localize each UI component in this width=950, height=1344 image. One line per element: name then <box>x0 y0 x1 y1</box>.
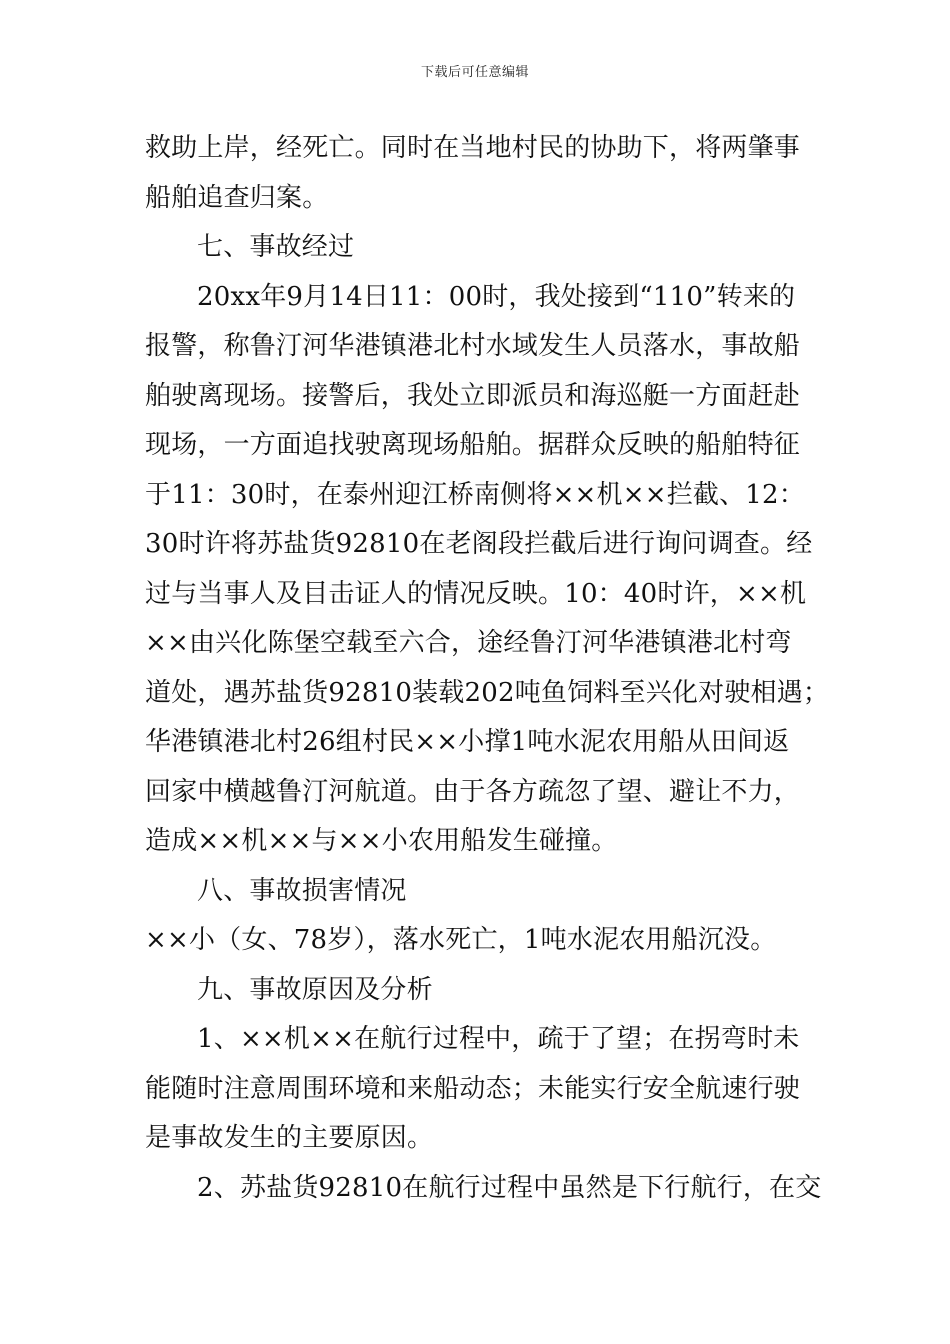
text-line: 30时许将苏盐货92810在老阁段拦截后进行询问调查。经 <box>145 529 813 559</box>
text-line: 1、××机××在航行过程中，疏于了望；在拐弯时未 <box>197 1024 800 1054</box>
text-line: 现场，一方面追找驶离现场船舶。据群众反映的船舶特征 <box>145 430 801 460</box>
text-line: 20xx年9月14日11：00时，我处接到“110”转来的 <box>197 281 796 312</box>
text-line: 华港镇港北村26组村民××小撑1吨水泥农用船从田间返 <box>145 727 790 757</box>
text-line: 是事故发生的主要原因。 <box>145 1123 434 1153</box>
section-heading: 八、事故损害情况 <box>197 875 407 906</box>
page-header: 下载后可任意编辑 <box>420 65 529 80</box>
text-line: ××由兴化陈堡空载至六合，途经鲁汀河华港镇港北村弯 <box>145 628 792 658</box>
text-line: ××小（女、78岁），落水死亡，1吨水泥农用船沉没。 <box>145 925 777 955</box>
text-line: 造成××机××与××小农用船发生碰撞。 <box>145 826 618 856</box>
text-line: 2、苏盐货92810在航行过程中虽然是下行航行，在交 <box>197 1172 822 1203</box>
document-body <box>145 124 830 1213</box>
text-line: 能随时注意周围环境和来船动态；未能实行安全航速行驶 <box>145 1073 801 1104</box>
text-line: 于11：30时，在泰州迎江桥南侧将××机××拦截、12： <box>145 479 805 510</box>
text-line: 过与当事人及目击证人的情况反映。10：40时许，××机 <box>145 578 807 609</box>
text-line: 回家中横越鲁汀河航道。由于各方疏忽了望、避让不力， <box>145 776 801 807</box>
text-line: 报警，称鲁汀河华港镇港北村水域发生人员落水，事故船 <box>145 331 801 361</box>
text-line: 道处，遇苏盐货92810装载202吨鱼饲料至兴化对驶相遇； <box>145 677 830 708</box>
section-heading: 七、事故经过 <box>197 232 355 262</box>
section-heading: 九、事故原因及分析 <box>197 974 433 1005</box>
text-line: 舶驶离现场。接警后，我处立即派员和海巡艇一方面赶赴 <box>145 380 801 411</box>
text-line: 救助上岸，经死亡。同时在当地村民的协助下，将两肇事 <box>145 133 801 163</box>
text-line: 船舶追查归案。 <box>145 182 329 213</box>
